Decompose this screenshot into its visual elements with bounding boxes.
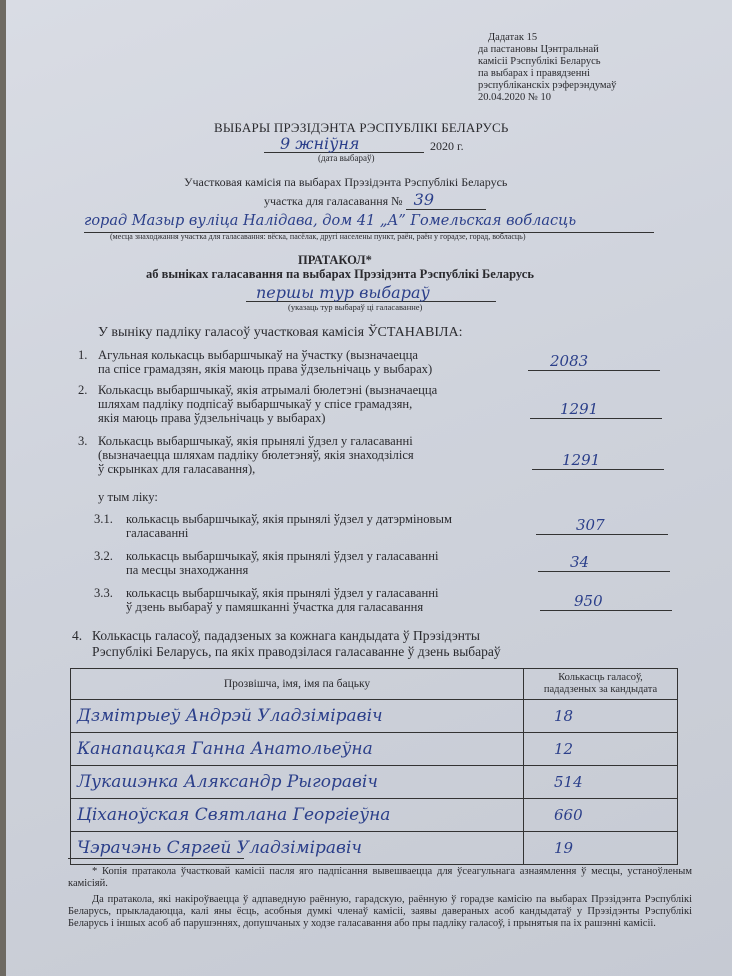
- candidate-votes: 18: [524, 700, 678, 733]
- subitem-text: колькасць выбаршчыкаў, якія прынялі ўдзел у галасаванні: [126, 586, 439, 600]
- protocol-sheet: [6, 0, 732, 976]
- candidate-name: Ціханоўская Святлана Георгіеўна: [71, 799, 524, 832]
- item-3-value: 1291: [562, 451, 601, 469]
- candidate-votes: 514: [524, 766, 678, 799]
- item-text: якія маюць права ўдзельнічаць у выбарах): [98, 411, 326, 425]
- round-field: [246, 283, 496, 302]
- candidate-votes: 19: [524, 832, 678, 865]
- subitem-3-2: [94, 549, 524, 577]
- subitem-number: 3.2.: [94, 549, 113, 563]
- commission-line-2: [264, 190, 486, 210]
- date-year: 2020 г.: [430, 139, 464, 153]
- table-row: [71, 766, 678, 799]
- candidates-table: [70, 668, 678, 865]
- table-row: [71, 799, 678, 832]
- footnote-paragraph: Да пратакола, які накіроўваецца ў адпаведную раённую, гарадскую, раённую ў горадзе камісію па выбарах Прэзідэнта Рэспублікі Беларусь, прыкладаюцца, калі яны ёсць, асобныя думкі членаў камісіі, заявы даверaных асоб кандыдатаў у Прэзідэнты Рэспублікі Беларусь і іншых асоб аб парушэннях, допушчаных у ходзе галасавання або пры падліку галасоў, і прынятыя па іх рашэнні камісіі.: [68, 894, 692, 929]
- subitem-3-1: [94, 512, 524, 540]
- subitem-number: 3.3.: [94, 586, 113, 600]
- round-handwritten: першы тур выбараў: [256, 283, 430, 302]
- item-text: Колькасць выбаршчыкаў, якія прынялі ўдзел у галасаванні: [98, 434, 413, 448]
- item-text: Колькасць выбаршчыкаў, якія атрымалі бюлетэні (вызначаецца: [98, 383, 438, 397]
- annex-note: [478, 32, 648, 104]
- including-label: у тым ліку:: [98, 490, 158, 504]
- commission-line-1: Участковая камісія па выбарах Прэзідэнта Рэспублікі Беларусь: [184, 175, 508, 189]
- item-4: [72, 628, 592, 660]
- item-number: 2.: [78, 383, 88, 397]
- item-3: [78, 434, 518, 476]
- protocol-title: ПРАТАКОЛ*: [298, 253, 372, 267]
- candidate-votes: 660: [524, 799, 678, 832]
- subitem-text: па месцы знаходжання: [126, 563, 249, 577]
- subitem-3-3-value-field: [540, 592, 672, 611]
- subitem-text: галасаванні: [126, 526, 189, 540]
- date-caption: (дата выбараў): [318, 153, 375, 163]
- column-header-votes-line: пададзеных за кандыдата: [543, 684, 658, 695]
- item-text: (вызначаецца шляхам падліку бюлетэняў, якія знаходзіліся: [98, 448, 414, 462]
- round-caption: (указаць тур выбараў ці галасаванне): [288, 302, 423, 312]
- item-number: 3.: [78, 434, 88, 448]
- item-2: [78, 383, 518, 425]
- item-text: Колькасць галасоў, пададзеных за кожнага кандыдата ў Прэзідэнты: [92, 628, 480, 643]
- date-field: [264, 134, 424, 153]
- location-caption: (месца знаходжання участка для галасавання: вёска, пасёлак, другі населены пункт, раён, раён у горадзе, горад, вобласць): [110, 232, 526, 241]
- annex-line: камісіі Рэспублікі Беларусь: [478, 56, 601, 67]
- table-row: [71, 832, 678, 865]
- established-heading: У выніку падліку галасоў участковая камісія ЎСТАНАВІЛА:: [98, 325, 463, 340]
- annex-line: да пастановы Цэнтральнай: [478, 44, 599, 55]
- protocol-subtitle: аб выніках галасавання па выбарах Прэзідэнта Рэспублікі Беларусь: [146, 267, 534, 281]
- subitem-number: 3.1.: [94, 512, 113, 526]
- location-field: [84, 212, 654, 233]
- item-1: [78, 348, 518, 376]
- table-row: [71, 733, 678, 766]
- candidate-name: Канапацкая Ганна Анатольеўна: [71, 733, 524, 766]
- column-header-votes-line: Колькасць галасоў,: [558, 672, 643, 683]
- location-handwritten: горад Мазыр вуліца Налідава, дом 41 „А” Гомельская вобласць: [84, 213, 577, 229]
- subitem-text: колькасць выбаршчыкаў, якія прынялі ўдзел у датэрміновым: [126, 512, 452, 526]
- item-number: 4.: [72, 628, 83, 643]
- station-number: 39: [413, 190, 434, 209]
- candidate-name: Чэрачэнь Сяргей Уладзіміравіч: [71, 832, 524, 865]
- subitem-3-1-value-field: [536, 516, 668, 535]
- footnote-divider: [68, 858, 244, 859]
- column-header-votes: [524, 669, 678, 700]
- item-text: шляхам падліку подпісаў выбаршчыкаў у спісе грамадзян,: [98, 397, 413, 411]
- subitem-3-3: [94, 586, 534, 614]
- station-number-field: [406, 190, 486, 210]
- commission-label: участка для галасавання №: [264, 194, 403, 208]
- annex-line: рэспубліканскіх рэферэндумаў: [478, 80, 617, 91]
- item-2-value: 1291: [560, 400, 599, 418]
- item-3-value-field: [532, 451, 664, 470]
- item-1-value-field: [528, 352, 660, 371]
- subitem-3-2-value: 34: [570, 553, 590, 571]
- table-row: [71, 700, 678, 733]
- item-text: ў скрынках для галасавання),: [98, 462, 256, 476]
- annex-line: 20.04.2020 № 10: [478, 92, 552, 103]
- item-2-value-field: [530, 400, 662, 419]
- election-title: ВЫБАРЫ ПРЭЗІДЭНТА РЭСПУБЛІКІ БЕЛАРУСЬ: [214, 120, 509, 135]
- candidate-name: Лукашэнка Аляксандр Рыгоравіч: [71, 766, 524, 799]
- item-text: Агульная колькасць выбаршчыкаў на ўчастку (вызначаецца: [98, 348, 418, 362]
- subitem-text: ў дзень выбараў у памяшканні ўчастка для галасавання: [126, 600, 424, 614]
- column-header-name: Прозвішча, імя, імя па бацьку: [71, 669, 524, 700]
- item-number: 1.: [78, 348, 88, 362]
- subitem-3-3-value: 950: [574, 592, 603, 610]
- subitem-3-2-value-field: [538, 553, 670, 572]
- table-header-row: [71, 669, 678, 700]
- subitem-text: колькасць выбаршчыкаў, якія прынялі ўдзел у галасаванні: [126, 549, 439, 563]
- candidate-name: Дзмітрыеў Андрэй Уладзіміравіч: [71, 700, 524, 733]
- item-1-value: 2083: [550, 352, 589, 370]
- footnote-star: * Копія пратакола ўчастковай камісіі пасля яго падпісання вывешваецца для ўсеагульнага азнаямлення ў месцы, устаноўленым камісіяй.: [68, 866, 692, 889]
- subitem-3-1-value: 307: [576, 516, 605, 534]
- annex-line: Дадатак 15: [488, 32, 538, 43]
- item-text: па спісе грамадзян, якія маюць права ўдзельнічаць у выбарах): [98, 362, 433, 376]
- item-text: Рэспублікі Беларусь, па якіх праводзілася галасаванне ў дзень выбараў: [92, 644, 501, 659]
- annex-line: па выбарах і правядзенні: [478, 68, 590, 79]
- date-handwritten: 9 жніўня: [280, 134, 360, 153]
- candidate-votes: 12: [524, 733, 678, 766]
